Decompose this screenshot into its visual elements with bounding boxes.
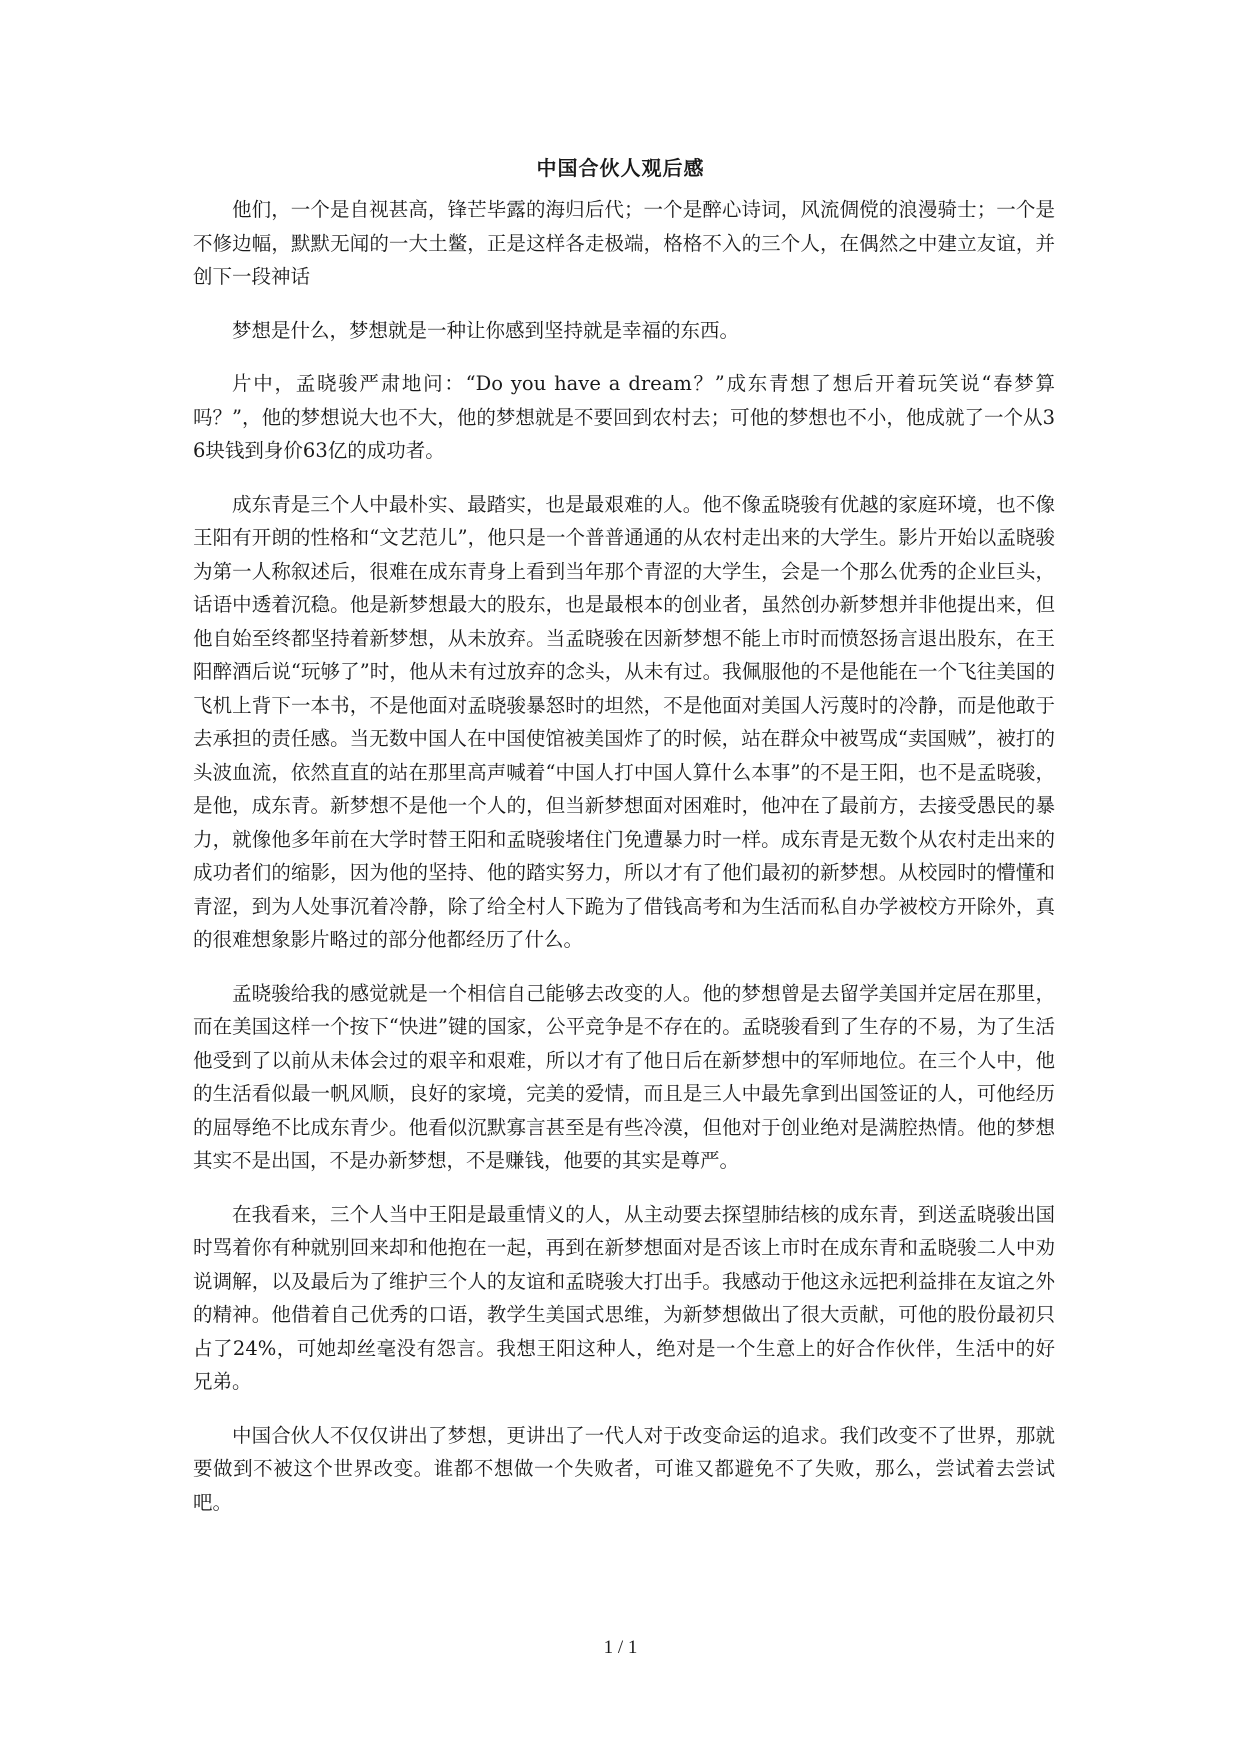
document-body [193,193,1055,1539]
page-number: 1 / 1 [603,1637,638,1658]
paragraph-1: 他们，一个是自视甚高，锋芒毕露的海归后代；一个是醉心诗词，风流倜傥的浪漫骑士；一个是不修边幅，默默无闻的一大土鳖，正是这样各走极端，格格不入的三个人，在偶然之中建立友谊，并创下一段神话 [193,198,1055,288]
paragraph-6: 在我看来，三个人当中王阳是最重情义的人，从主动要去探望肺结核的成东青，到送孟晓骏出国时骂着你有种就别回来却和他抱在一起，再到在新梦想面对是否该上市时在成东青和孟晓骏二人中劝说调解，以及最后为了维护三个人的友谊和孟晓骏大打出手。我感动于他这永远把利益排在友谊之外的精神。他借着自己优秀的口语，教学生美国式思维，为新梦想做出了很大贡献，可他的股份最初只占了24%，可她却丝毫没有怨言。我想王阳这种人，绝对是一个生意上的好合作伙伴，生活中的好兄弟。 [193,1202,1055,1393]
paragraph-3: 片中，孟晓骏严肃地问：“Do you have a dream？”成东青想了想后开着玩笑说“春梦算吗？”，他的梦想说大也不大，他的梦想就是不要回到农村去；可他的梦想也不小，他成就了一个从36块钱到身价63亿的成功者。 [193,372,1055,462]
paragraph-2: 梦想是什么，梦想就是一种让你感到坚持就是幸福的东西。 [232,318,740,342]
paragraph-5: 孟晓骏给我的感觉就是一个相信自己能够去改变的人。他的梦想曾是去留学美国并定居在那里，而在美国这样一个按下“快进”键的国家，公平竞争是不存在的。孟晓骏看到了生存的不易，为了生活他受到了以前从未体会过的艰辛和艰难，所以才有了他日后在新梦想中的军师地位。在三个人中，他的生活看似最一帆风顺，良好的家境，完美的爱情，而且是三人中最先拿到出国签证的人，可他经历的屈辱绝不比成东青少。他看似沉默寡言甚至是有些冷漠，但他对于创业绝对是满腔热情。他的梦想其实不是出国，不是办新梦想，不是赚钱，他要的其实是尊严。 [193,981,1055,1172]
document-title: 中国合伙人观后感 [536,156,705,180]
paragraph-4: 成东青是三个人中最朴实、最踏实，也是最艰难的人。他不像孟晓骏有优越的家庭环境，也不像王阳有开朗的性格和“文艺范儿”，他只是一个普普通通的从农村走出来的大学生。影片开始以孟晓骏为第一人称叙述后，很难在成东青身上看到当年那个青涩的大学生，会是一个那么优秀的企业巨头，话语中透着沉稳。他是新梦想最大的股东，也是最根本的创业者，虽然创办新梦想并非他提出来，但他自始至终都坚持着新梦想，从未放弃。当孟晓骏在因新梦想不能上市时而愤怒扬言退出股东，在王阳醉酒后说“玩够了”时，他从未有过放弃的念头，从未有过。我佩服他的不是他能在一个飞往美国的飞机上背下一本书，不是他面对孟晓骏暴怒时的坦然，不是他面对美国人污蔑时的冷静，而是他敢于去承担的责任感。当无数中国人在中国使馆被美国炸了的时候，站在群众中被骂成“卖国贼”，被打的头波血流，依然直直的站在那里高声喊着“中国人打中国人算什么本事”的不是王阳，也不是孟晓骏，是他，成东青。新梦想不是他一个人的，但当新梦想面对困难时，他冲在了最前方，去接受愚民的暴力，就像他多年前在大学时替王阳和孟晓骏堵住门免遭暴力时一样。成东青是无数个从农村走出来的成功者们的缩影，因为他的坚持、他的踏实努力，所以才有了他们最初的新梦想。从校园时的懵懂和青涩，到为人处事沉着冷静，除了给全村人下跪为了借钱高考和为生活而私自办学被校方开除外，真的很难想象影片略过的部分他都经历了什么。 [193,492,1055,951]
paragraph-7: 中国合伙人不仅仅讲出了梦想，更讲出了一代人对于改变命运的追求。我们改变不了世界，那就要做到不被这个世界改变。谁都不想做一个失败者，可谁又都避免不了失败，那么，尝试着去尝试吧。 [193,1423,1055,1514]
